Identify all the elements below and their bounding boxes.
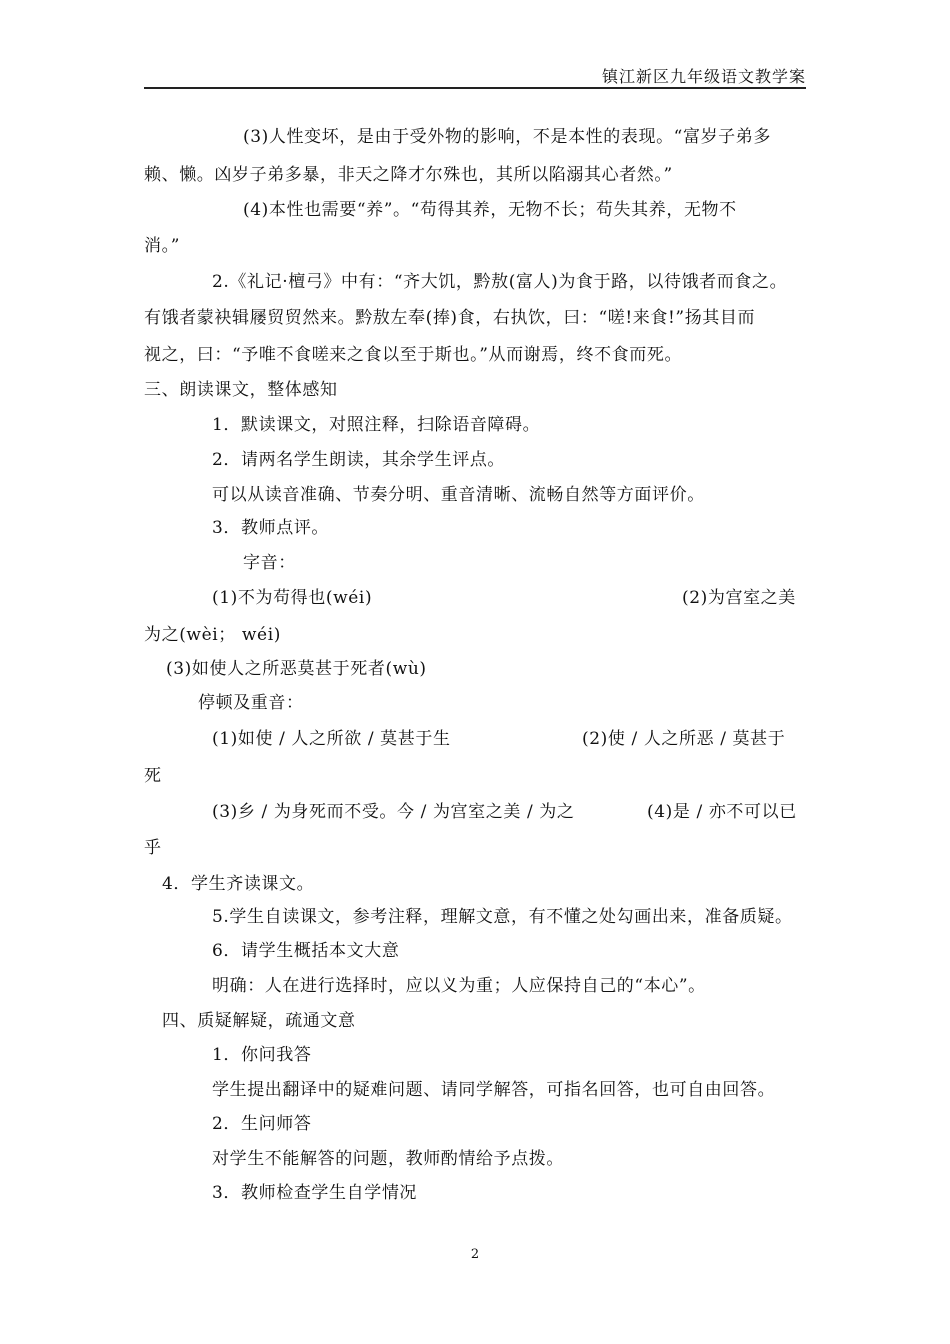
body-line: 可以从读音准确、节奏分明、重音清晰、流畅自然等方面评价。 — [212, 485, 705, 505]
page-number: 2 — [470, 1247, 480, 1262]
body-line: 4．学生齐读课文。 — [162, 874, 315, 894]
body-line: (3)如使人之所恶莫甚于死者(wù) — [166, 659, 427, 679]
section-heading: 三、朗读课文，整体感知 — [144, 380, 338, 400]
body-line: 死 — [144, 766, 162, 786]
body-line: (2)使 / 人之所恶 / 莫甚于 — [582, 729, 786, 749]
body-line: 对学生不能解答的问题，教师酌情给予点拨。 — [212, 1149, 564, 1169]
body-line: (3)人性变坏，是由于受外物的影响，不是本性的表现。“富岁子弟多 — [243, 127, 771, 147]
body-line: 视之，曰：“予唯不食嗟来之食以至于斯也。”从而谢焉，终不食而死。 — [144, 345, 683, 365]
body-line: 2．生问师答 — [212, 1114, 312, 1134]
body-line: 赖、懒。凶岁子弟多暴，非天之降才尔殊也，其所以陷溺其心者然。” — [144, 165, 673, 185]
body-line: (4)是 / 亦不可以已 — [647, 802, 797, 822]
body-line: 学生提出翻译中的疑难问题、请同学解答，可指名回答，也可自由回答。 — [212, 1080, 776, 1100]
body-line: (1)不为苟得也(wéi) — [212, 588, 373, 608]
body-line: 5.学生自读课文，参考注释，理解文意，有不懂之处勾画出来，准备质疑。 — [212, 907, 793, 927]
body-line: 有饿者蒙袂辑屦贸贸然来。黔敖左奉(捧)食，右执饮，曰：“嗟!来食!”扬其目而 — [144, 308, 756, 328]
body-line: 3．教师检查学生自学情况 — [212, 1183, 418, 1203]
body-line: 2.《礼记·檀弓》中有：“齐大饥，黔敖(富人)为食于路，以待饿者而食之。 — [212, 272, 788, 292]
body-line: 2．请两名学生朗读，其余学生评点。 — [212, 450, 506, 470]
body-line: 明确：人在进行选择时，应以义为重；人应保持自己的“本心”。 — [212, 976, 706, 996]
body-line: 1．默读课文，对照注释，扫除语音障碍。 — [212, 415, 541, 435]
body-line: 3．教师点评。 — [212, 518, 330, 538]
body-line: 消。” — [144, 236, 180, 256]
body-line: (2)为宫室之美 — [682, 588, 796, 608]
body-line: 6．请学生概括本文大意 — [212, 941, 400, 961]
body-line: 停顿及重音： — [198, 693, 304, 713]
section-heading: 四、质疑解疑，疏通文意 — [162, 1011, 356, 1031]
body-line: 字音： — [243, 553, 296, 573]
body-line: (1)如使 / 人之所欲 / 莫甚于生 — [212, 729, 451, 749]
body-line: 1．你问我答 — [212, 1045, 312, 1065]
header-divider — [144, 87, 806, 89]
body-line: 乎 — [144, 838, 162, 858]
body-line: (3)乡 / 为身死而不受。今 / 为宫室之美 / 为之 — [212, 802, 575, 822]
body-line: (4)本性也需要“养”。“苟得其养，无物不长；苟失其养，无物不 — [243, 200, 737, 220]
running-header-title: 镇江新区九年级语文教学案 — [601, 67, 806, 86]
body-line: 为之(wèi； wéi) — [144, 625, 281, 645]
